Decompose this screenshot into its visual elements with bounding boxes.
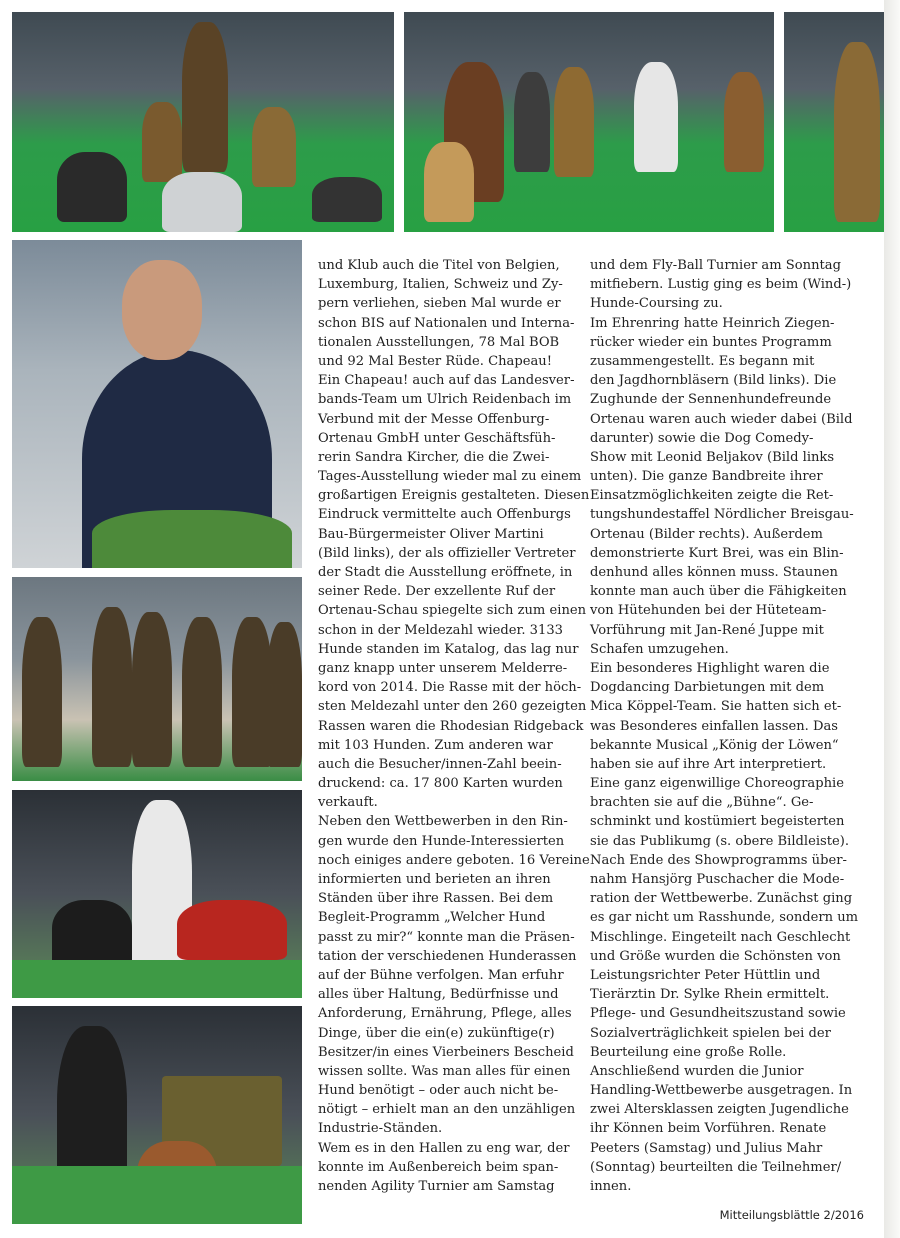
text-line: Ein Chapeau! auch auf das Landesver-: [318, 373, 575, 389]
text-line: schon BIS auf Nationalen und Interna-: [318, 315, 575, 331]
text-line: Zughunde der Sennenhundefreunde: [590, 392, 832, 408]
text-line: Hunde-Coursing zu.: [590, 296, 723, 312]
photo-draft-dogs-cart: [12, 790, 302, 998]
text-line: Industrie-Ständen.: [318, 1121, 443, 1137]
text-line: ihr Können beim Vorführen. Renate: [590, 1121, 827, 1137]
text-line: Mica Köppel-Team. Sie hatten sich et-: [590, 699, 842, 715]
text-line: Ortenau-Schau spiegelte sich zum einen: [318, 603, 587, 619]
text-line: Ortenau (Bilder rechts). Außerdem: [590, 526, 823, 542]
text-line: demonstrierte Kurt Brei, was ein Blin-: [590, 545, 844, 561]
article-column-2: [590, 256, 880, 1196]
text-line: Neben den Wettbewerben in den Rin-: [318, 814, 568, 830]
page-spine: [884, 0, 900, 1238]
text-line: Bau-Bürgermeister Oliver Martini: [318, 526, 544, 542]
text-line: auch die Besucher/innen-Zahl beein-: [318, 756, 562, 772]
text-line: der Stadt die Ausstellung eröffnete, in: [318, 565, 573, 580]
text-line: Sozialverträglichkeit spielen bei der: [590, 1025, 831, 1041]
text-line: Tages-Ausstellung wieder mal zu einem: [318, 469, 582, 485]
text-line: Show mit Leonid Beljakov (Bild links: [590, 449, 835, 465]
text-line: schminkt und kostümiert begeisterten: [590, 814, 845, 830]
text-line: Ständen über ihre Rassen. Bei dem: [318, 891, 554, 907]
text-line: Vorführung mit Jan-René Juppe mit: [590, 622, 824, 638]
text-line: sten Meldezahl unter den 260 gezeigten: [318, 699, 587, 715]
text-line: bands-Team um Ulrich Reidenbach im: [318, 392, 572, 408]
text-line: Anschließend wurden die Junior: [590, 1063, 804, 1079]
text-line: denhund alles können muss. Staunen: [590, 565, 838, 580]
text-line: sie das Publikumg (s. obere Bildleiste).: [590, 833, 850, 849]
text-line: Beurteilung eine große Rolle.: [590, 1044, 787, 1060]
text-line: Handling-Wettbewerbe ausgetragen. In: [590, 1083, 853, 1099]
text-line: zusammengestellt. Es begann mit: [590, 353, 815, 369]
text-line: informierten und berieten an ihren: [318, 872, 551, 887]
text-line: und Klub auch die Titel von Belgien,: [318, 258, 560, 273]
text-line: Eindruck vermittelte auch Offenburgs: [318, 507, 571, 523]
text-line: nötigt – erhielt man an den unzähligen: [318, 1102, 576, 1118]
text-line: noch einiges andere geboten. 16 Vereine: [318, 852, 590, 868]
text-line: auf der Bühne verfolgen. Man erfuhr: [318, 967, 564, 983]
photo-dogdancing-stage-right: [784, 12, 884, 232]
text-line: und dem Fly-Ball Turnier am Sonntag: [590, 258, 841, 273]
text-line: kord von 2014. Die Rasse mit der höch-: [318, 680, 582, 696]
text-line: Pflege- und Gesundheitszustand sowie: [590, 1006, 846, 1022]
text-line: druckend: ca. 17 800 Karten wurden: [318, 776, 563, 792]
text-line: darunter) sowie die Dog Comedy-: [590, 430, 814, 446]
photo-hunting-horn-players: [12, 577, 302, 781]
text-line: und Größe wurden die Schönsten von: [590, 948, 841, 964]
text-line: mitfiebern. Lustig ging es beim (Wind-): [590, 277, 852, 293]
text-line: Ein besonderes Highlight waren die: [590, 660, 830, 676]
text-line: Anforderung, Ernährung, Pflege, alles: [318, 1006, 572, 1022]
text-line: Peeters (Samstag) und Julius Mahr: [590, 1140, 823, 1156]
text-line: mit 103 Hunden. Zum anderen war: [318, 737, 553, 753]
text-line: Mischlinge. Eingeteilt nach Geschlecht: [590, 929, 851, 945]
text-line: innen.: [590, 1179, 632, 1194]
text-line: Wem es in den Hallen zu eng war, der: [318, 1140, 570, 1156]
text-line: großartigen Ereignis gestalteten. Diesen: [318, 488, 590, 504]
text-line: nahm Hansjörg Puschacher die Mode-: [590, 872, 845, 887]
text-line: Ortenau waren auch wieder dabei (Bild: [590, 411, 853, 427]
text-line: Luxemburg, Italien, Schweiz und Zy-: [318, 277, 563, 293]
photo-mayor-speech: [12, 240, 302, 568]
text-line: Verbund mit der Messe Offenburg-: [318, 411, 550, 427]
text-line: rerin Sandra Kircher, die die Zwei-: [318, 449, 550, 465]
text-line: unten). Die ganze Bandbreite ihrer: [590, 469, 823, 485]
text-line: konnte im Außenbereich beim span-: [318, 1159, 559, 1175]
text-line: seiner Rede. Der exzellente Ruf der: [318, 584, 556, 600]
text-line: was Besonderes einfallen lassen. Das: [590, 718, 839, 734]
photo-dogdancing-stage-left: [12, 12, 394, 232]
text-line: Leistungsrichter Peter Hüttlin und: [590, 967, 821, 983]
text-line: Dogdancing Darbietungen mit dem: [590, 680, 825, 696]
text-line: Hund benötigt – oder auch nicht be-: [318, 1083, 559, 1099]
text-line: bekannte Musical „König der Löwen“: [590, 737, 839, 753]
text-line: gen wurde den Hunde-Interessierten: [318, 833, 565, 849]
text-line: alles über Haltung, Bedürfnisse und: [318, 987, 559, 1003]
text-line: tungshundestaffel Nördlicher Breisgau-: [590, 507, 854, 523]
text-line: Hunde standen im Katalog, das lag nur: [318, 641, 579, 657]
text-line: pern verliehen, sieben Mal wurde er: [318, 296, 561, 312]
page-footer: Mitteilungsblättle 2/2016: [719, 1208, 864, 1222]
text-line: ganz knapp unter unserem Melderre-: [318, 660, 568, 676]
text-line: nenden Agility Turnier am Samstag: [318, 1179, 555, 1194]
text-line: Ortenau GmbH unter Geschäftsfüh-: [318, 430, 556, 446]
text-line: Tierärztin Dr. Sylke Rhein ermittelt.: [590, 987, 830, 1003]
text-line: (Sonntag) beurteilten die Teilnehmer/: [590, 1159, 842, 1175]
text-line: tionalen Ausstellungen, 78 Mal BOB: [318, 334, 560, 350]
photo-dog-comedy-show: [12, 1006, 302, 1224]
text-line: rücker wieder ein buntes Programm: [590, 334, 832, 350]
text-line: (Bild links), der als offizieller Vertreter: [318, 545, 576, 561]
text-line: brachten sie auf die „Bühne“. Ge-: [590, 795, 814, 811]
text-line: verkauft.: [318, 795, 378, 811]
text-line: und 92 Mal Bester Rüde. Chapeau!: [318, 353, 552, 369]
text-line: tation der verschiedenen Hunderassen: [318, 948, 577, 964]
text-line: den Jagdhornbläsern (Bild links). Die: [590, 373, 837, 389]
text-line: Dinge, über die ein(e) zukünftige(r): [318, 1025, 555, 1041]
article-column-1: [318, 256, 590, 1196]
text-line: passt zu mir?“ konnte man die Präsen-: [318, 929, 575, 945]
text-line: Im Ehrenring hatte Heinrich Ziegen-: [590, 315, 835, 331]
text-line: Einsatzmöglichkeiten zeigte die Ret-: [590, 488, 834, 504]
text-line: Schafen umzugehen.: [590, 641, 729, 657]
text-line: von Hütehunden bei der Hüteteam-: [590, 603, 827, 619]
text-line: haben sie auf ihre Art interpretiert.: [590, 756, 827, 772]
text-line: Rassen waren die Rhodesian Ridgeback: [318, 718, 584, 734]
text-line: es gar nicht um Rasshunde, sondern um: [590, 910, 859, 926]
text-line: zwei Altersklassen zeigten Jugendliche: [590, 1102, 849, 1118]
text-line: Eine ganz eigenwillige Choreographie: [590, 776, 844, 792]
text-line: Nach Ende des Showprogramms über-: [590, 852, 847, 868]
text-line: schon in der Meldezahl wieder. 3133: [318, 622, 564, 638]
text-line: wissen sollte. Was man alles für einen: [318, 1063, 571, 1079]
text-line: konnte man auch über die Fähigkeiten: [590, 584, 847, 600]
text-line: Begleit-Programm „Welcher Hund: [318, 910, 546, 926]
text-line: Besitzer/in eines Vierbeiners Bescheid: [318, 1044, 574, 1060]
text-line: ration der Wettbewerbe. Zunächst ging: [590, 891, 853, 907]
photo-dogdancing-stage-center: [404, 12, 774, 232]
